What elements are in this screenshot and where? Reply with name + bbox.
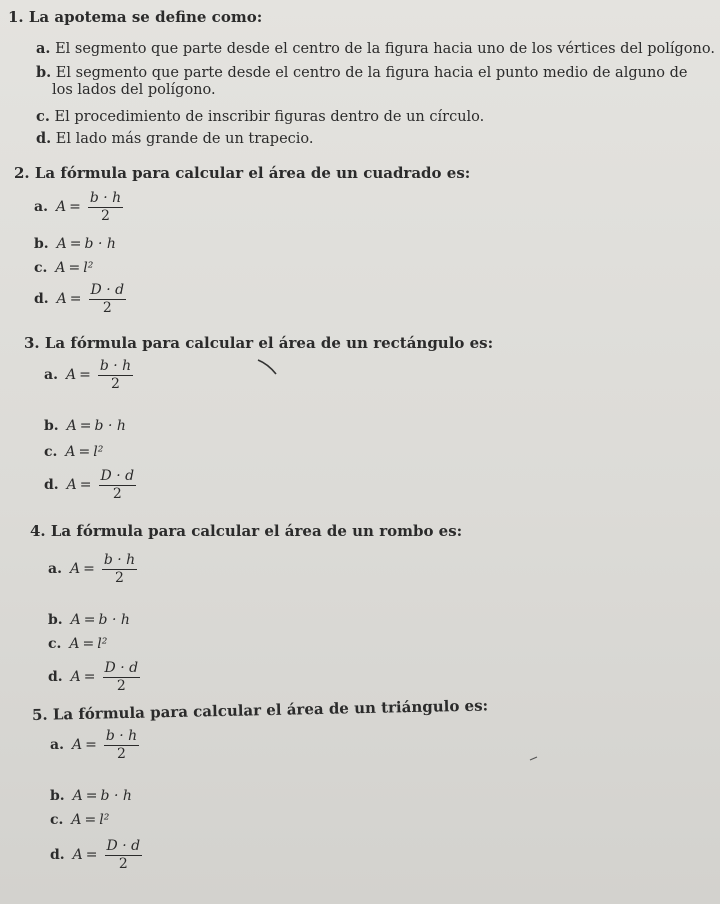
q3-option-c[interactable]: c. A = l² — [44, 444, 104, 460]
pencil-mark-icon — [256, 356, 280, 378]
q5-option-a[interactable]: a. A = $\frac{b \cdot h}{2}$ — [50, 728, 138, 762]
q2-option-c[interactable]: c. A = l² — [34, 260, 94, 276]
q1-option-a-text: El segmento que parte desde el centro de la figura hacia uno de los vértices del polígono. — [55, 41, 715, 57]
q1-option-c-text: El procedimiento de inscribir figuras dentro de un círculo. — [54, 109, 485, 125]
q1-option-b-text: El segmento que parte desde el centro de la figura hacia el punto medio de alguno de — [55, 65, 688, 81]
q1-option-b-text-line2: los lados del polígono. — [52, 82, 216, 98]
q4-option-b[interactable]: b. A = b · h — [48, 612, 130, 628]
question-5-title: 5. La fórmula para calcular el área de un triángulo es: — [31, 696, 489, 724]
q2-option-a[interactable]: a. A = $\frac{b \cdot h}{2}$ — [34, 190, 122, 224]
q1-option-b[interactable]: b. El segmento que parte desde el centro de la figura hacia el punto medio de alguno de — [36, 64, 688, 81]
q1-option-d[interactable]: d. El lado más grande de un trapecio. — [36, 130, 314, 147]
q1-option-a[interactable]: a. El segmento que parte desde el centro de la figura hacia uno de los vértices del polígono. — [36, 40, 715, 57]
q3-option-b[interactable]: b. A = b · h — [44, 418, 126, 434]
question-4-title: 4. La fórmula para calcular el área de un rombo es: — [30, 522, 463, 540]
q4-option-c[interactable]: c. A = l² — [48, 636, 108, 652]
q2-option-d[interactable]: d. A = $\frac{D \cdot d}{2}$ — [34, 282, 125, 316]
q4-option-d[interactable]: d. A = $\frac{D \cdot d}{2}$ — [48, 660, 139, 694]
stray-mark-icon — [528, 754, 542, 764]
q5-option-d[interactable]: d. A = $\frac{D \cdot d}{2}$ — [50, 838, 141, 872]
q1-option-c[interactable]: c. El procedimiento de inscribir figuras dentro de un círculo. — [36, 108, 485, 125]
question-3-title: 3. La fórmula para calcular el área de un rectángulo es: — [24, 334, 494, 352]
q2-option-b[interactable]: b. A = b · h — [34, 236, 116, 252]
question-2-title: 2. La fórmula para calcular el área de un cuadrado es: — [14, 164, 471, 182]
q3-option-a[interactable]: a. A = $\frac{b \cdot h}{2}$ — [44, 358, 132, 392]
q1-option-d-text: El lado más grande de un trapecio. — [55, 131, 314, 147]
q3-option-d[interactable]: d. A = $\frac{D \cdot d}{2}$ — [44, 468, 135, 502]
question-1-title: 1. La apotema se define como: — [8, 8, 263, 26]
q4-option-a[interactable]: a. A = $\frac{b \cdot h}{2}$ — [48, 552, 136, 586]
q5-option-b[interactable]: b. A = b · h — [50, 788, 132, 804]
q5-option-c[interactable]: c. A = l² — [50, 812, 110, 828]
